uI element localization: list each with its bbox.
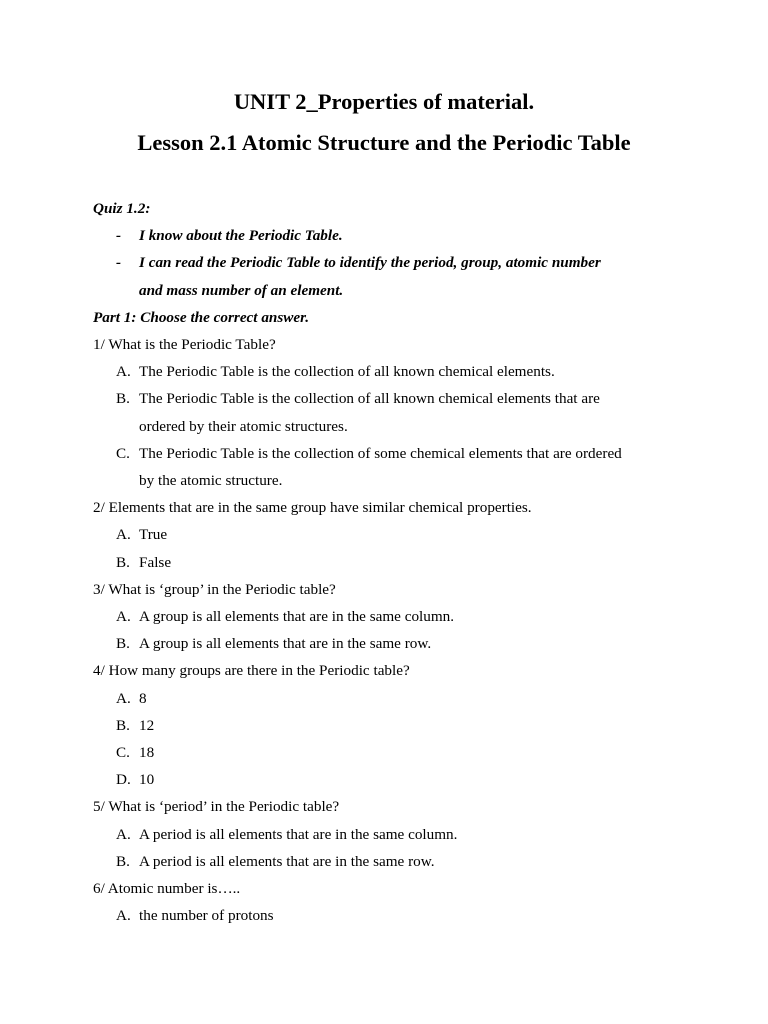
part-title: Part 1: Choose the correct answer. xyxy=(93,309,310,326)
question-text: 5/ What is ‘period’ in the Periodic table? xyxy=(93,798,340,815)
option-letter: C. xyxy=(116,445,130,462)
option-text: ordered by their atomic structures. xyxy=(139,418,348,435)
objective-bullet: - xyxy=(116,254,122,271)
option-letter: A. xyxy=(116,907,131,924)
option-letter: B. xyxy=(116,635,130,652)
quiz-label: Quiz 1.2: xyxy=(93,200,151,217)
question-text: 3/ What is ‘group’ in the Periodic table? xyxy=(93,581,336,598)
option-letter: D. xyxy=(116,771,131,788)
option-text: The Periodic Table is the collection of all known chemical elements that are xyxy=(139,390,600,407)
option-text: True xyxy=(139,526,168,543)
option-letter: B. xyxy=(116,717,130,734)
option-letter: B. xyxy=(116,853,130,870)
objective-bullet: - xyxy=(116,227,122,244)
option-letter: A. xyxy=(116,690,131,707)
objective-text: and mass number of an element. xyxy=(139,282,344,299)
option-text: 8 xyxy=(139,690,147,707)
unit-title: UNIT 2_Properties of material. xyxy=(233,89,535,114)
option-text: 18 xyxy=(139,744,155,761)
option-letter: A. xyxy=(116,608,131,625)
question-text: 4/ How many groups are there in the Periodic table? xyxy=(93,662,410,679)
option-letter: A. xyxy=(116,526,131,543)
option-text: The Periodic Table is the collection of all known chemical elements. xyxy=(139,363,555,380)
option-text: 10 xyxy=(139,771,155,788)
objective-text: I can read the Periodic Table to identify the period, group, atomic number xyxy=(139,254,601,271)
option-letter: A. xyxy=(116,363,131,380)
option-text: A period is all elements that are in the same column. xyxy=(139,826,458,843)
option-text: The Periodic Table is the collection of some chemical elements that are ordered xyxy=(139,445,622,462)
question-text: 2/ Elements that are in the same group have similar chemical properties. xyxy=(93,499,532,516)
option-text: the number of protons xyxy=(139,907,274,924)
option-letter: C. xyxy=(116,744,130,761)
option-text: A group is all elements that are in the same column. xyxy=(139,608,455,625)
option-text: by the atomic structure. xyxy=(139,472,283,489)
option-text: False xyxy=(139,554,172,571)
option-text: 12 xyxy=(139,717,155,734)
option-letter: B. xyxy=(116,554,130,571)
option-text: A period is all elements that are in the same row. xyxy=(139,853,435,870)
option-text: A group is all elements that are in the same row. xyxy=(139,635,432,652)
question-text: 6/ Atomic number is….. xyxy=(93,880,241,897)
objective-text: I know about the Periodic Table. xyxy=(139,227,343,244)
option-letter: A. xyxy=(116,826,131,843)
question-text: 1/ What is the Periodic Table? xyxy=(93,336,276,353)
option-letter: B. xyxy=(116,390,130,407)
lesson-title: Lesson 2.1 Atomic Structure and the Periodic Table xyxy=(137,130,631,155)
